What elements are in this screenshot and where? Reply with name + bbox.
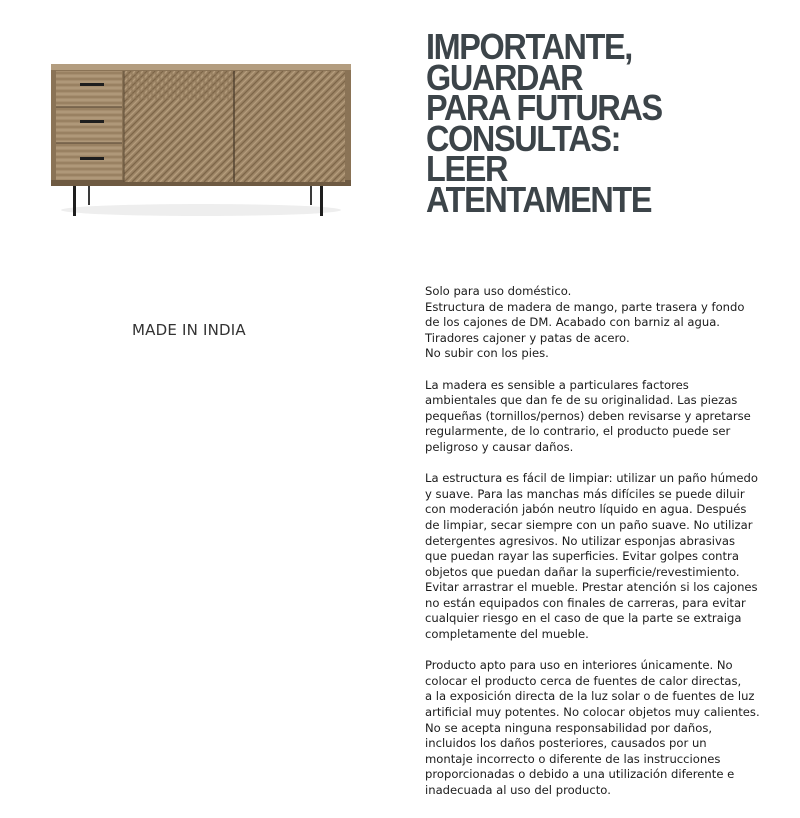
text-line: objetos que puedan dañar la superficie/revestimiento. [425, 564, 740, 579]
text-line: colocar el producto cerca de fuentes de calor directas, [425, 673, 742, 688]
text-line: proporcionadas o debido a una utilización diferente e [425, 767, 735, 782]
title-line: PARA FUTURAS [426, 87, 662, 128]
text-line: completamente del mueble. [425, 627, 589, 642]
text-line: montaje incorrecto o diferente de las instrucciones [425, 751, 721, 766]
title-line: ATENTAMENTE [426, 178, 652, 220]
text-line: La estructura es fácil de limpiar: utilizar un paño húmedo [425, 471, 758, 486]
text-line: de los cajones de DM. Acabado con barniz al agua. [425, 315, 720, 330]
text-line: no están equipados con finales de carreras, para evitar [425, 595, 746, 610]
text-line: Evitar arrastrar el mueble. Prestar atención si los cajones [425, 580, 758, 595]
text-line: inadecuada al uso del producto. [425, 783, 611, 797]
instructions-paragraph [425, 284, 795, 362]
text-line: peligroso y causar daños. [425, 439, 574, 454]
text-line: y suave. Para las manchas más difíciles se puede diluir [425, 486, 745, 501]
title-line: LEER [426, 148, 508, 189]
text-line: que puedan rayar las superficies. Evitar golpes contra [425, 549, 739, 564]
text-line: detergentes agresivos. No utilizar esponjas abrasivas [425, 533, 735, 548]
made-in-label: MADE IN INDIA [132, 321, 246, 339]
title-line: IMPORTANTE, [426, 26, 632, 67]
text-line: No subir con los pies. [425, 346, 549, 361]
text-line: Estructura de madera de mango, parte trasera y fondo [425, 299, 745, 314]
text-line: cualquier riesgo en el caso de que la parte se extraiga [425, 611, 742, 626]
instructions-paragraph [425, 658, 795, 798]
sideboard-illustration [48, 60, 354, 222]
text-line: Producto apto para uso en interiores únicamente. No [425, 658, 733, 673]
text-line: pequeñas (tornillos/pernos) deben revisarse y apretarse [425, 408, 751, 423]
leg-front-left [73, 183, 76, 216]
instructions-text [425, 284, 795, 814]
text-line: a la exposición directa de la luz solar o de fuentes de luz [425, 689, 755, 704]
text-line: de limpiar, secar siempre con un paño suave. No utilizar [425, 517, 753, 532]
instructions-paragraph [425, 471, 795, 643]
drawer-handle [80, 157, 104, 160]
title-line: CONSULTAS: [426, 117, 621, 159]
text-line: incluidos los daños posteriores, causados por un [425, 736, 707, 751]
text-line: ambientales que dan fe de su originalidad. Las piezas [425, 393, 738, 408]
drawer-handle [80, 83, 104, 86]
text-line: con moderación jabón neutro líquido en agua. Después [425, 502, 747, 517]
text-line: regularmente, de lo contrario, el producto puede ser [425, 424, 731, 439]
drawer-handle [80, 120, 104, 123]
text-line: Solo para uso doméstico. [425, 284, 572, 298]
instructions-paragraph [425, 378, 795, 456]
page-title [426, 26, 786, 220]
text-line: artificial muy potentes. No colocar objetos muy calientes. [425, 705, 760, 720]
product-image [48, 60, 354, 222]
leg-front-right [320, 183, 323, 216]
text-line: La madera es sensible a particulares factores [425, 377, 689, 392]
title-line: GUARDAR [426, 56, 583, 98]
text-line: Tiradores cajoner y patas de acero. [425, 330, 630, 345]
text-line: No se acepta ninguna responsabilidad por daños, [425, 720, 713, 735]
